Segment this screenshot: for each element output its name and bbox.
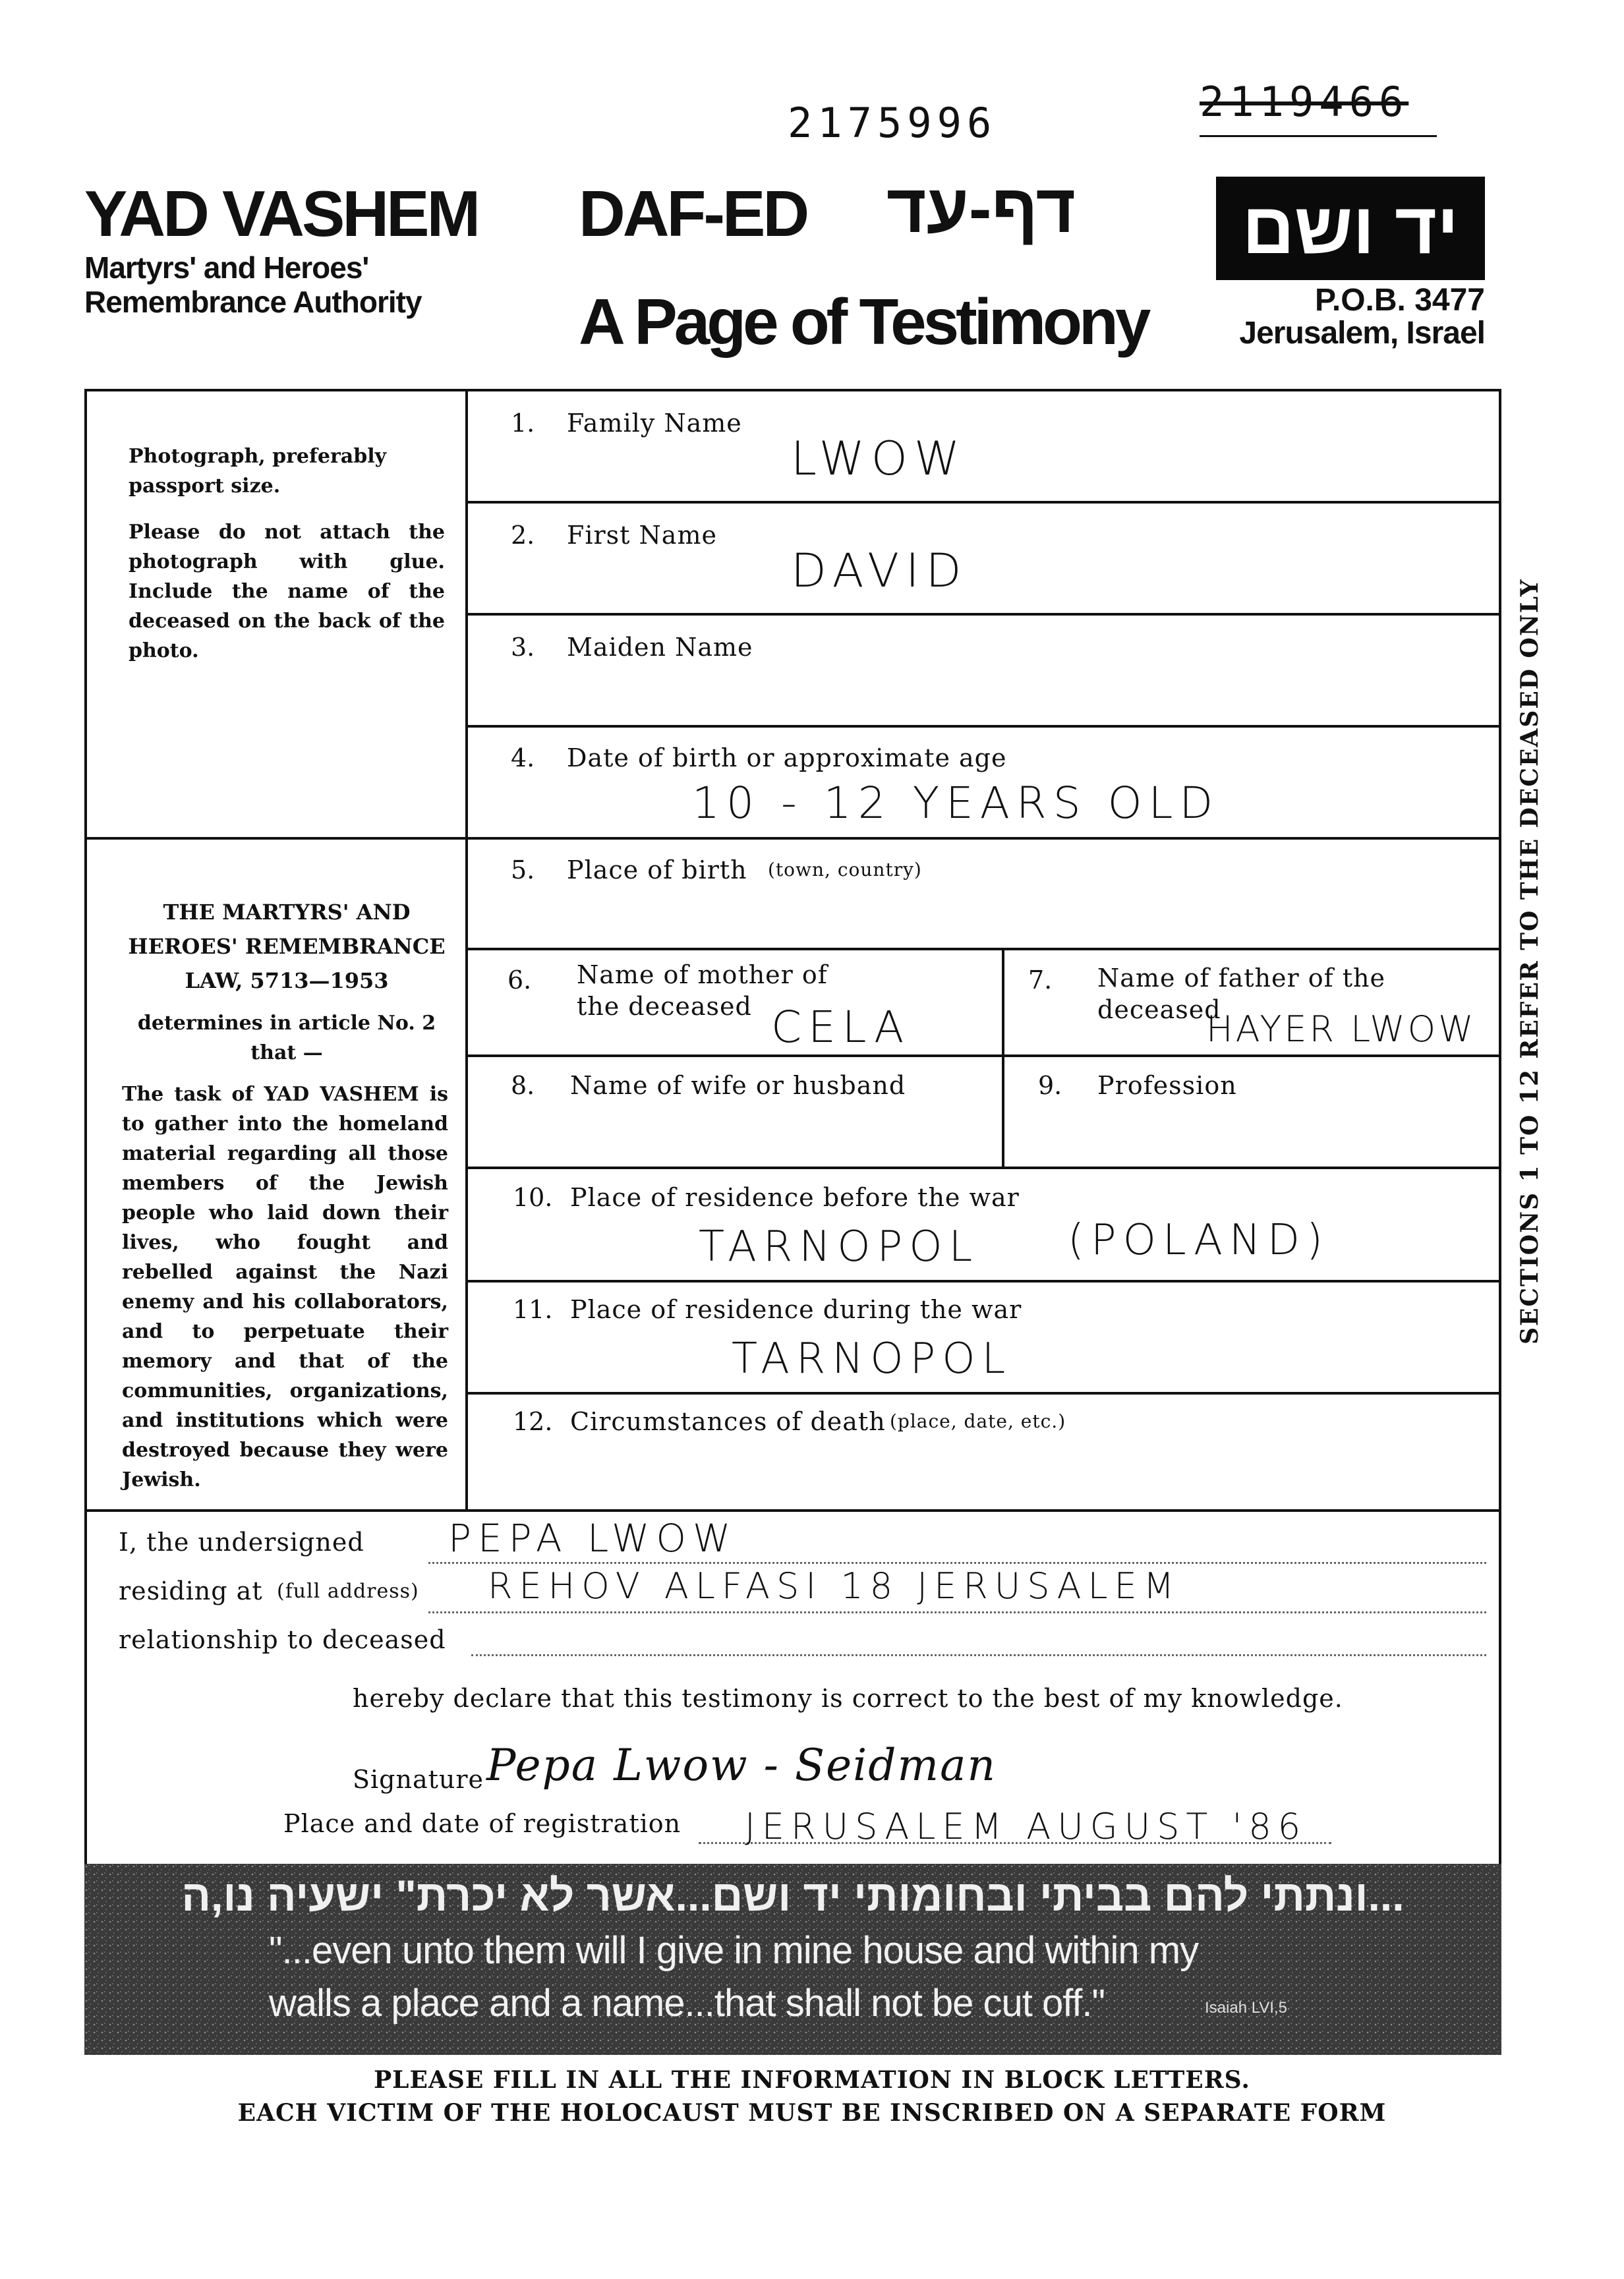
quote-banner <box>84 1864 1501 2055</box>
wartime-residence-value[interactable]: TARNOPOL <box>732 1335 1012 1383</box>
city: Jerusalem, Israel <box>1239 316 1485 351</box>
field-number: 2. <box>511 521 535 550</box>
first-name-label: First Name <box>567 521 717 550</box>
residing-note: (full address) <box>277 1580 419 1603</box>
footer-instruction-1: PLEASE FILL IN ALL THE INFORMATION IN BLOCK LETTERS. <box>374 2066 1250 2094</box>
first-name-value[interactable]: DAVID <box>791 544 968 598</box>
undersigned-line <box>428 1562 1486 1564</box>
father-name-label: Name of father of the deceased <box>1097 964 1385 1024</box>
field-number: 7. <box>1028 966 1053 995</box>
family-name-label: Family Name <box>567 409 742 438</box>
field-number: 10. <box>513 1183 553 1212</box>
banner-hebrew-quote: ...ונתתי להם בביתי ובחומותי יד ושם...אשר לא יכרת" ישעיה נו,ה <box>181 1871 1405 1920</box>
registry-number-crossed: 2119466 <box>1200 78 1409 126</box>
birth-place-label: Place of birth <box>567 855 747 884</box>
field-number: 11. <box>513 1295 553 1324</box>
field-number: 1. <box>511 409 535 438</box>
form-code-hebrew: דף-עד <box>886 171 1076 247</box>
photo-note-title: Photograph, preferably passport size. <box>129 445 387 498</box>
banner-reference: Isaiah LVI,5 <box>1205 1999 1287 2017</box>
profession-label: Profession <box>1097 1071 1237 1100</box>
banner-quote-line-1: "...even unto them will I give in mine house and within my <box>269 1929 1199 1972</box>
residing-label: residing at <box>119 1576 263 1605</box>
yad-vashem-logo: יד ושם <box>1216 177 1485 280</box>
residing-value[interactable]: REHOV ALFASI 18 JERUSALEM <box>488 1565 1181 1607</box>
father-name-value[interactable]: HAYER LWOW <box>1206 1008 1476 1050</box>
prewar-country-value[interactable]: (POLAND) <box>1068 1216 1329 1265</box>
death-circumstances-note: (place, date, etc.) <box>890 1410 1066 1432</box>
spouse-name-label: Name of wife or husband <box>570 1071 906 1100</box>
family-name-value[interactable]: LWOW <box>791 432 967 486</box>
signature-value[interactable]: Pepa Lwow - Seidman <box>486 1740 997 1791</box>
signature-label: Signature <box>353 1765 484 1794</box>
mother-name-value[interactable]: CELA <box>771 1002 911 1053</box>
prewar-residence-label: Place of residence before the war <box>570 1183 1020 1212</box>
field-number: 3. <box>511 633 535 662</box>
law-body: The task of YAD VASHEM is to gather into the homeland material regarding all those members of the Jewish people who laid down their lives, who fought and rebelled against the Nazi enemy and his collaborators, and to perpetuate their memory and that of the communities, organizations, and institutions which were destroyed because they were Jewish. <box>122 1083 448 1491</box>
field-number: 6. <box>508 966 532 995</box>
registration-label: Place and date of registration <box>283 1809 682 1838</box>
mother-name-label: Name of mother of the deceased <box>577 960 828 1021</box>
wartime-residence-label: Place of residence during the war <box>570 1295 1022 1324</box>
form-code: DAF-ED <box>579 177 807 250</box>
field-number: 4. <box>511 743 535 772</box>
residing-line <box>428 1611 1486 1613</box>
undersigned-value[interactable]: PEPA LWOW <box>448 1516 738 1561</box>
relationship-label: relationship to deceased <box>119 1625 446 1654</box>
law-determines: determines in article No. 2 that — <box>137 1012 436 1064</box>
org-name: YAD VASHEM <box>84 177 478 250</box>
birth-date-value[interactable]: 10 - 12 YEARS OLD <box>692 778 1220 828</box>
field-number: 5. <box>511 855 535 884</box>
undersigned-label: I, the undersigned <box>119 1528 364 1557</box>
field-number: 8. <box>511 1071 535 1100</box>
birth-date-label: Date of birth or approximate age <box>567 743 1007 772</box>
banner-quote-line-2: walls a place and a name...that shall not be cut off." <box>269 1982 1105 2025</box>
form-title: A Page of Testimony <box>579 285 1148 358</box>
relationship-line <box>471 1654 1486 1656</box>
registry-number: 2175996 <box>788 99 997 147</box>
field-number: 12. <box>513 1407 553 1436</box>
maiden-name-label: Maiden Name <box>567 633 753 662</box>
declaration-statement: hereby declare that this testimony is correct to the best of my knowledge. <box>353 1684 1343 1713</box>
field-number: 9. <box>1038 1071 1062 1100</box>
law-title: THE MARTYRS' AND HEROES' REMEMBRANCE LAW, 5713—1953 <box>128 900 446 993</box>
number-underline <box>1200 135 1437 137</box>
prewar-residence-value[interactable]: TARNOPOL <box>699 1223 979 1271</box>
side-note: SECTIONS 1 TO 12 REFER TO THE DECEASED ONLY <box>1516 578 1544 1344</box>
photo-note-body: Please do not attach the photograph with glue. Include the name of the deceased on the back of the photo. <box>129 521 445 662</box>
footer-instruction-2: EACH VICTIM OF THE HOLOCAUST MUST BE INSCRIBED ON A SEPARATE FORM <box>237 2099 1387 2127</box>
birth-place-note: (town, country) <box>768 859 922 880</box>
death-circumstances-label: Circumstances of death <box>570 1407 886 1436</box>
org-subtitle: Martyrs' and Heroes' Remembrance Authority <box>84 250 422 319</box>
po-box: P.O.B. 3477 <box>1315 283 1485 318</box>
registration-value[interactable]: JERUSALEM AUGUST '86 <box>745 1806 1308 1847</box>
